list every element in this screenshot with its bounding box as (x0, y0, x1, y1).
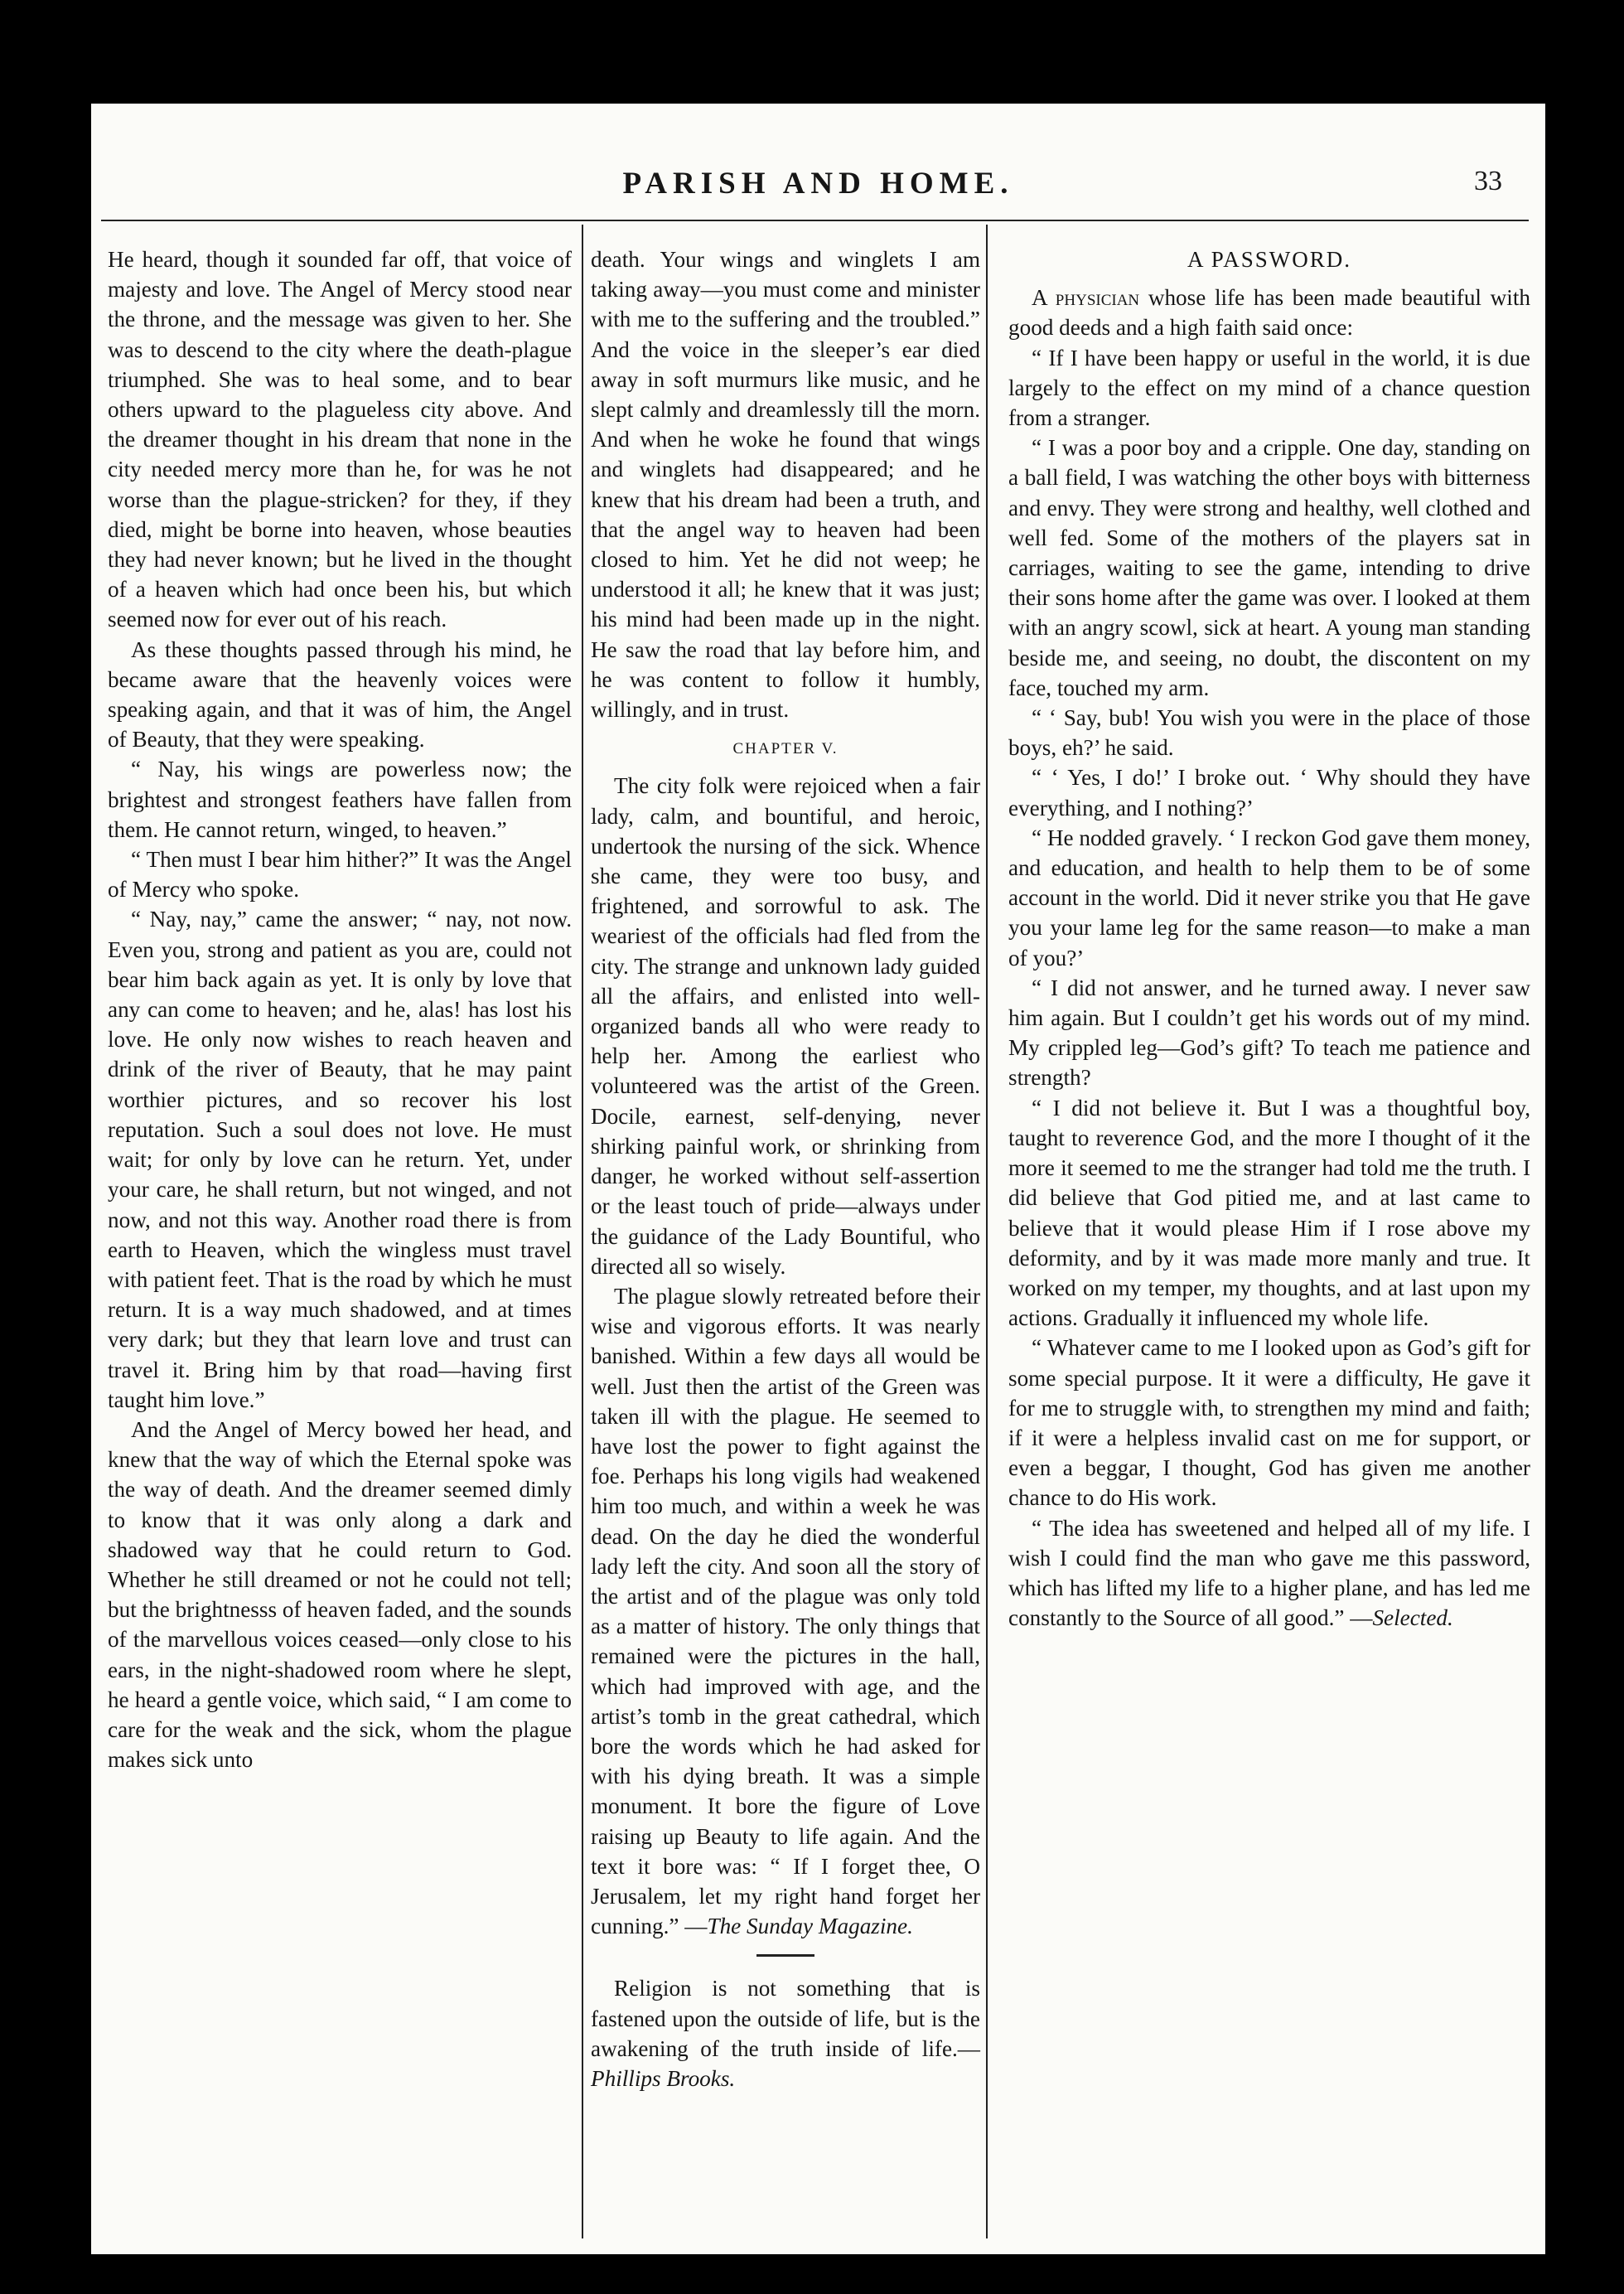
chapter-heading: CHAPTER V. (732, 740, 839, 758)
paragraph-text: whose life has been made beautiful with good deeds and a high faith said once: (1008, 285, 1530, 341)
column-2 (591, 244, 980, 2093)
paragraph: “ I did not believe it. But I was a thoughtful boy, taught to reverence God, and the more I thought of it the more it seemed to me the stranger had told me the truth. I did believe that God pitied me, and at last came to believe that it would please Him if I rose above my deformity, and by it was made more manly and true. It worked on my temper, my thoughts, and at last upon my actions. Gradually it influenced my whole life. (1008, 1095, 1530, 1331)
paragraph: death. Your wings and winglets I am taking away—you must come and minister with me to the suffering and the troubled.” And the voice in the sleeper’s ear died away in soft murmurs like music, and he slept calmly and dreamlessly till the morn. And when he woke he found that wings and winglets had disappeared; and he knew that his dream had been a truth, and that the angel way to heaven had been closed to him. Yet he did not weep; he understood it all; he knew that it was just; his mind had been made up in the night. He saw the road that lay before him, and he was content to follow it humbly, willingly, and in trust. (591, 247, 980, 723)
paragraph: “ ‘ Yes, I do!’ I broke out. ‘ Why should they have everything, and I nothing?’ (1008, 765, 1530, 820)
column-1 (108, 244, 572, 1774)
column-divider-1 (582, 225, 583, 2238)
paragraph: And the Angel of Mercy bowed her head, and knew that the way of which the Eternal spoke was the way of death. And the dreamer seemed dimly to know that it was only along a dark and shadowed way that he could return to God. Whether he still dreamed or not he could not tell; but the brightnesss of heaven faded, and the sounds of the marvellous voices ceased—only close to his ears, in the night-shadowed room where he slept, he heard a gentle voice, which said, “ I am come to care for the weak and the sick, whom the plague makes sick unto (108, 1416, 572, 1773)
paragraph: “ Then must I bear him hither?” It was the Angel of Mercy who spoke. (108, 847, 572, 903)
quote-paragraph (591, 1973, 980, 2093)
page (91, 104, 1545, 2254)
paragraph (591, 1281, 980, 1941)
paragraph: “ I was a poor boy and a cripple. One day, standing on a ball field, I was watching the other boys with bitterness and envy. They were strong and healthy, well clothed and well fed. Some of the mothers of the players sat in carriages, waiting to see the game, intending to drive their sons home after the game was over. I looked at them with an angry scowl, sick at heart. A young man standing beside me, and seeing, no doubt, the discontent on my face, touched my arm. (1008, 435, 1530, 700)
paragraph: He heard, though it sounded far off, that voice of majesty and love. The Angel of Mercy stood near the throne, and the message was given to her. She was to descend to the city where the death-plague triumphed. She was to heal some, and to bear others upward to the plagueless city above. And the dreamer thought in his dream that none in the city needed mercy more than he, for was he not worse than the plague-stricken? for they, if they died, might be borne into heaven, whose beauties they had never known; but he lived in the thought of a heaven which had once been his, but which seemed now for ever out of his reach. (108, 247, 572, 632)
paragraph (1008, 283, 1530, 342)
column-3 (1008, 244, 1530, 1633)
paragraph: “ Whatever came to me I looked upon as God’s gift for some special purpose. It it were a difficulty, He gave it for me to struggle with, to strengthen my mind and faith; if it were a helpless invalid cast on me for support, or even a beggar, I thought, God has given me another chance to do His work. (1008, 1335, 1530, 1511)
article-source: Selected. (1372, 1605, 1453, 1631)
paragraph: “ He nodded gravely. ‘ I reckon God gave them money, and education, and health to help them to be of some account in the world. Did it never strike you that He gave you your lame leg for the same reason—to make a man of you?’ (1008, 825, 1530, 970)
paragraph: “ ‘ Say, bub! You wish you were in the place of those boys, eh?’ he said. (1008, 705, 1530, 761)
header-rule (101, 220, 1529, 221)
paragraph: “ Nay, nay,” came the answer; “ nay, not now. Even you, strong and patient as you are, could not bear him back again as yet. It is only by love that any can come to heaven; and he, alas! has lost his love. He only now wishes to reach heaven and drink of the river of Beauty, that he may paint worthier pictures, and so recover his lost reputation. Such a soul does not love. He must wait; for only by love can he return. Yet, under your care, he shall return, but not winged, and not now, and not this way. Another road there is from earth to Heaven, which the wingless must travel with patient feet. That is the road by which he must return. It is a way much shadowed, and at times very dark; but they that learn love and trust can travel it. Bring him by that road—having first taught him love.” (108, 907, 572, 1412)
lead-words: A physician (1032, 285, 1140, 311)
quote-text: Religion is not something that is fastened upon the outside of life, but is the awakening of the truth inside of life.— (591, 1976, 980, 2061)
paragraph (1008, 1513, 1530, 1633)
article-title: A PASSWORD. (1187, 247, 1352, 272)
paragraph-text: The plague slowly retreated before their wise and vigorous efforts. It was nearly banished. Within a few days all would be well. Just then the artist of the Green was taken ill with the plague. He seemed to have lost the power to fight against the foe. Perhaps his long vigils had weakened him too much, and within a week he was dead. On the day he died the wonderful lady left the city. And soon all the story of the artist and of the plague was only told as a matter of history. The only things that remained were the pictures in the hall, which had improved with age, and the artist’s tomb in the great cathedral, which bore the words which he had asked for with his dying breath. It was a simple monument. It bore the figure of Love raising up Beauty to life again. And the text it bore was: “ If I forget thee, O Jerusalem, let my right hand forget her cunning.” — (591, 1283, 980, 1939)
quote-author: Phillips Brooks. (591, 2065, 736, 2091)
paragraph: “ I did not answer, and he turned away. I never saw him again. But I couldn’t get his words out of my mind. My crippled leg—God’s gift? To teach me patience and strength? (1008, 975, 1530, 1091)
running-title: PARISH AND HOME. (622, 167, 1014, 201)
column-divider-2 (986, 225, 988, 2238)
paragraph: As these thoughts passed through his mind, he became aware that the heavenly voices were speaking again, and that it was of him, the Angel of Beauty, that they were speaking. (108, 636, 572, 753)
page-number: 33 (1474, 166, 1502, 196)
section-divider (756, 1954, 814, 1957)
paragraph-text: “ The idea has sweetened and helped all of my life. I wish I could find the man who gave me this password, which has lifted my life to a higher plane, and has led me constantly to the Source of all good.” — (1008, 1515, 1530, 1631)
paragraph: “ Nay, his wings are powerless now; the brightest and strongest feathers have fallen from them. He cannot return, winged, to heaven.” (108, 757, 572, 842)
paragraph: The city folk were rejoiced when a fair lady, calm, and bountiful, and heroic, undertook the nursing of the sick. Whence she came, they were too busy, and frightened, and sorrowful to ask. The weariest of the officials had fled from the city. The strange and unknown lady guided all the affairs, and enlisted into well-organized bands all who were ready to help her. Among the earliest who volunteered was the artist of the Green. Docile, earnest, self-denying, never shirking painful work, or shrinking from danger, he worked without self-assertion or the least touch of pride—always under the guidance of the Lady Bountiful, who directed all so wisely. (591, 773, 980, 1279)
story-source: The Sunday Magazine. (707, 1914, 913, 1939)
page-header (91, 166, 1545, 215)
paragraph: “ If I have been happy or useful in the world, it is due largely to the effect on my mind of a chance question from a stranger. (1008, 345, 1530, 431)
